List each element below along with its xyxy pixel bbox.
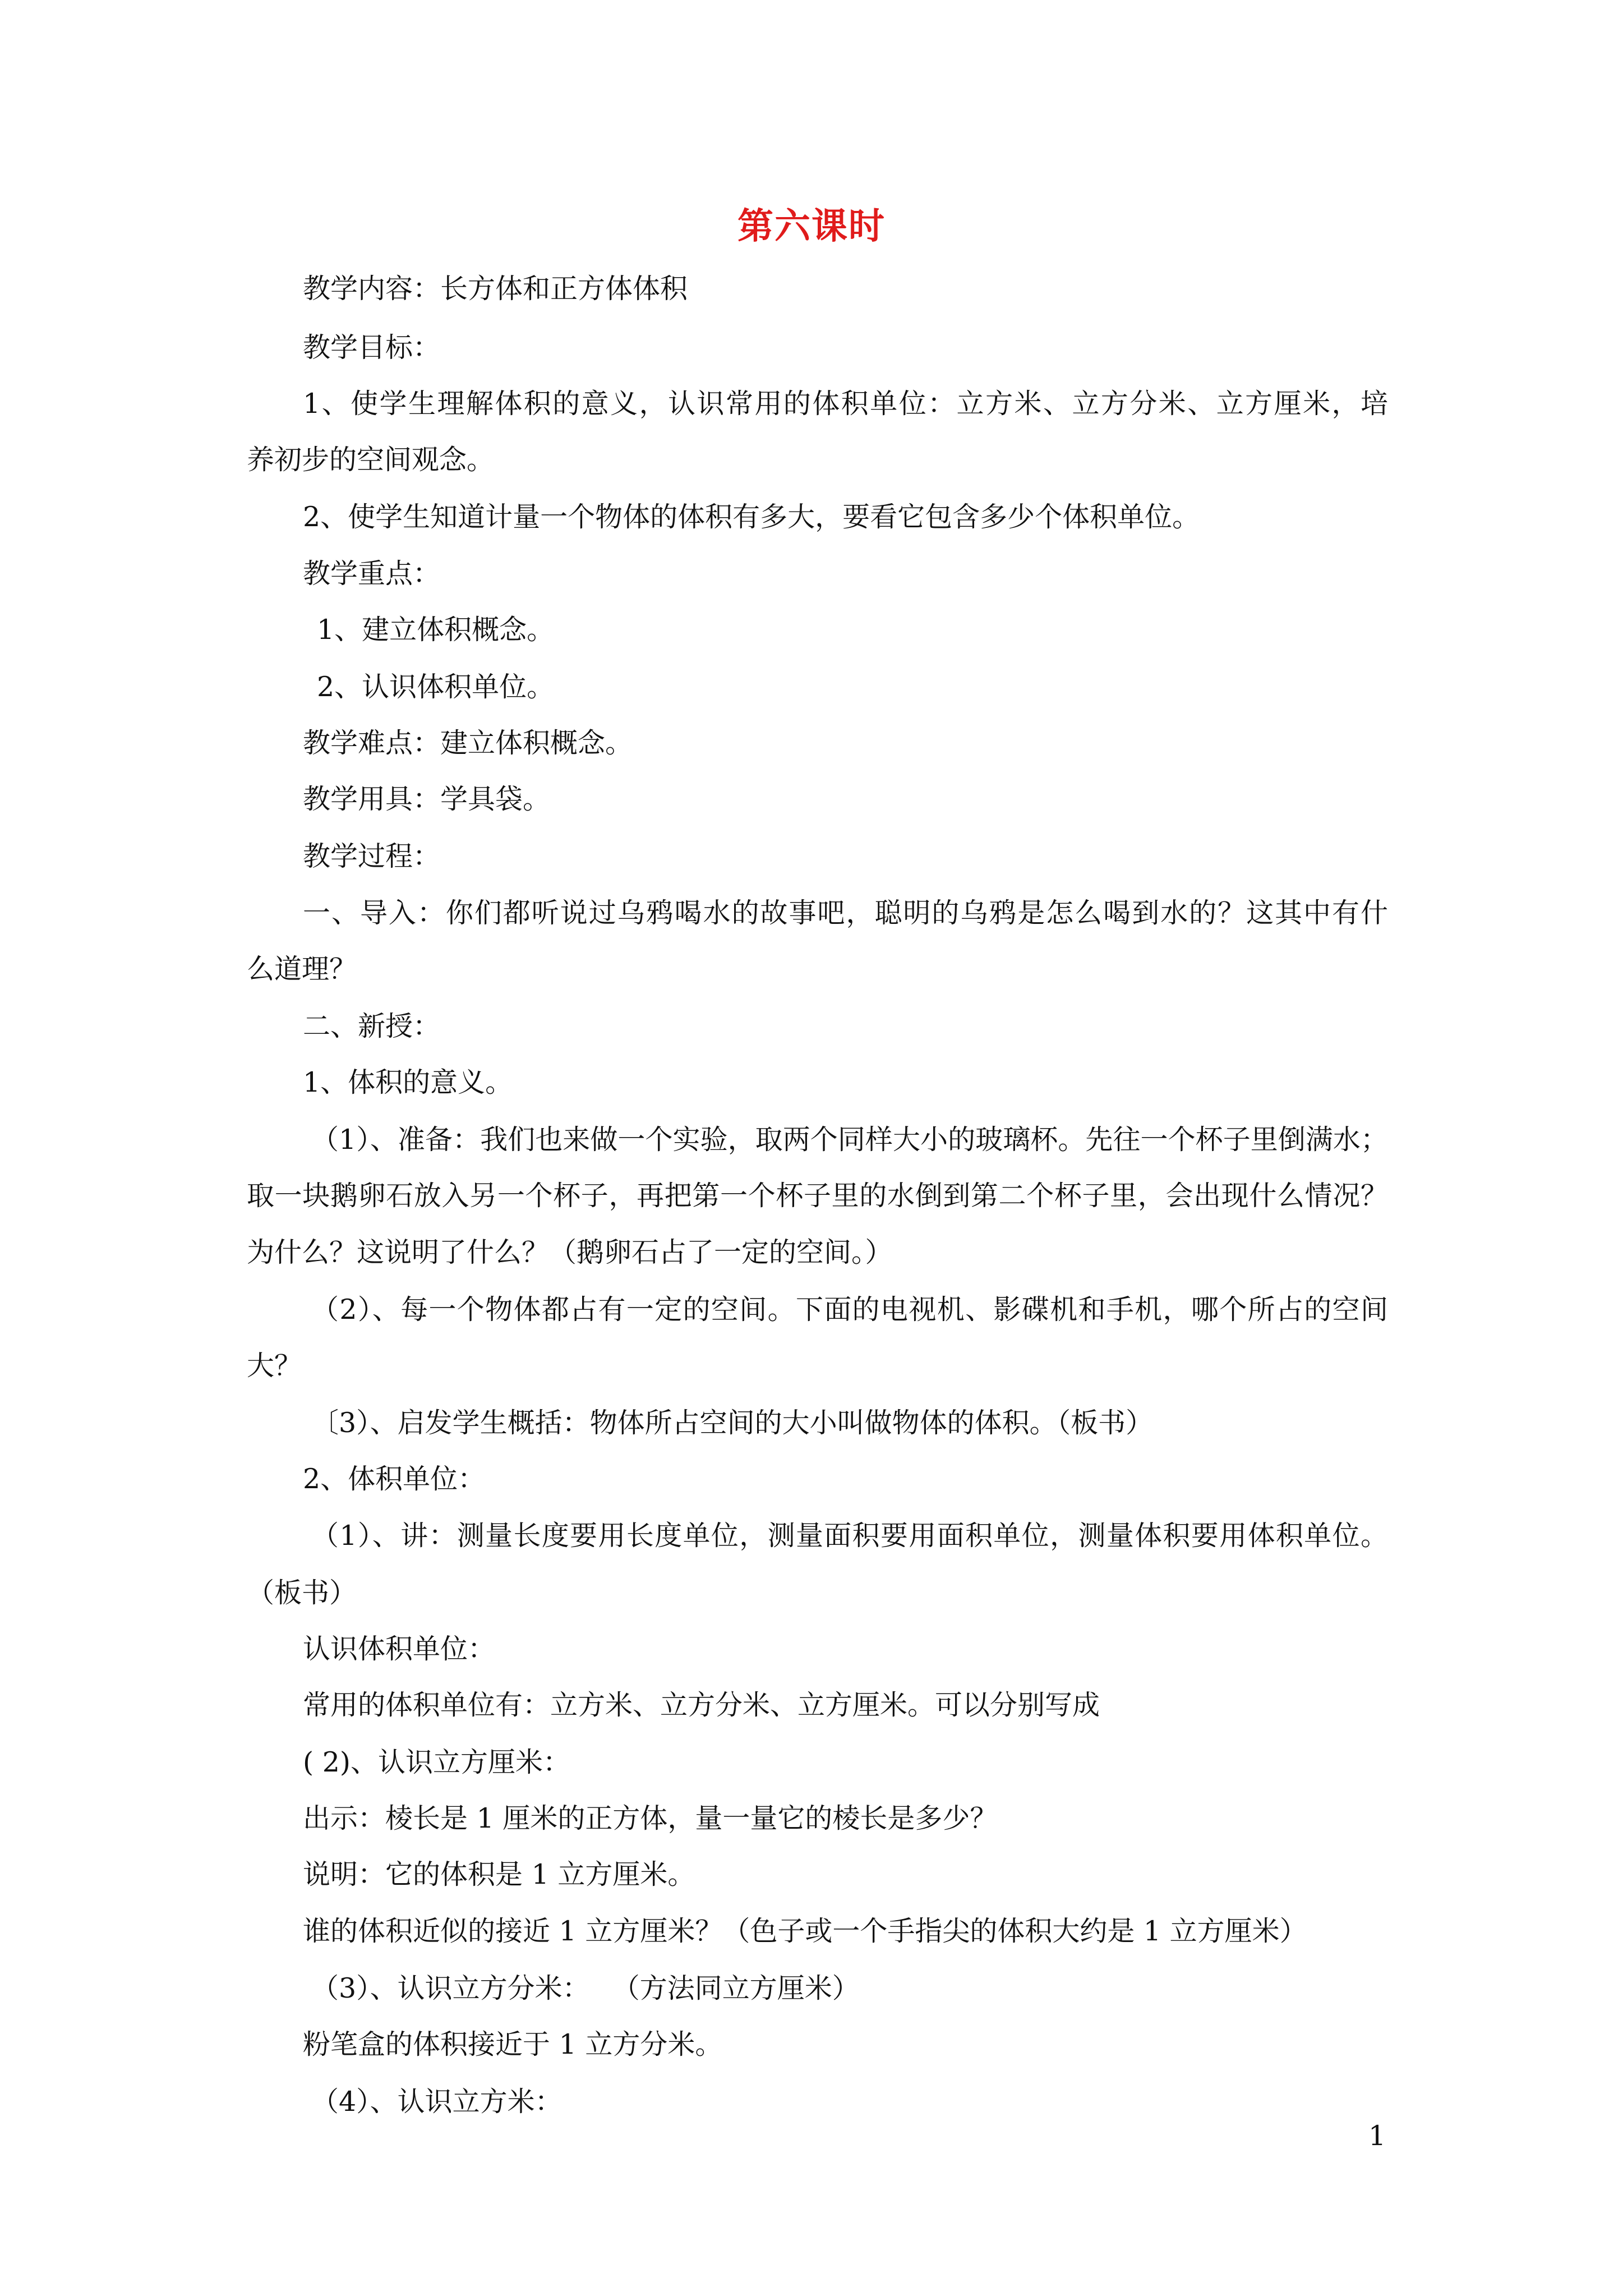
content-line: 教学内容：长方体和正方体体积 xyxy=(303,273,688,305)
content-line: 1、体积的意义。 xyxy=(303,1066,513,1098)
content-line: 为什么？这说明了什么？（鹅卵石占了一定的空间。） xyxy=(247,1236,893,1268)
content-line: 教学重点： xyxy=(303,558,441,590)
content-line: 教学目标： xyxy=(303,332,441,364)
page-title: 第六课时 xyxy=(737,205,886,247)
content-line: 二、新授： xyxy=(303,1010,441,1042)
content-line: 2、认识体积单位。 xyxy=(317,671,555,703)
page-number: 1 xyxy=(1368,2120,1386,2152)
content-line: 2、使学生知道计量一个物体的体积有多大，要看它包含多少个体积单位。 xyxy=(303,501,1200,533)
content-line: （1）、准备：我们也来做一个实验，取两个同样大小的玻璃杯。先往一个杯子里倒满水； xyxy=(311,1124,1388,1156)
content-line: （板书） xyxy=(247,1577,357,1609)
content-line: 教学过程： xyxy=(303,840,441,872)
content-line: 取一块鹅卵石放入另一个杯子，再把第一个杯子里的水倒到第二个杯子里，会出现什么情况？ xyxy=(247,1180,1388,1212)
content-line: 1、使学生理解体积的意义，认识常用的体积单位：立方米、立方分米、立方厘米，培 xyxy=(303,388,1388,420)
content-line: 说明：它的体积是 1 立方厘米。 xyxy=(303,1858,695,1890)
content-line: （4）、认识立方米： xyxy=(311,2086,562,2118)
content-line: 2、体积单位： xyxy=(303,1463,486,1495)
content-line: 谁的体积近似的接近 1 立方厘米？（色子或一个手指尖的体积大约是 1 立方厘米） xyxy=(303,1915,1307,1947)
content-line: 〔3）、启发学生概括：物体所占空间的大小叫做物体的体积。（板书） xyxy=(311,1407,1154,1439)
content-line: （3）、认识立方分米： （方法同立方厘米） xyxy=(311,1972,860,2004)
content-line: 大？ xyxy=(247,1350,302,1382)
content-line: 么道理？ xyxy=(247,953,357,985)
content-line: （2）、每一个物体都占有一定的空间。下面的电视机、影碟机和手机，哪个所占的空间 xyxy=(311,1294,1388,1326)
content-line: ( 2)、认识立方厘米： xyxy=(303,1746,570,1778)
content-line: 1、建立体积概念。 xyxy=(317,614,555,646)
content-line: 常用的体积单位有：立方米、立方分米、立方厘米。可以分别写成 xyxy=(303,1689,1100,1721)
content-line: 教学用具：学具袋。 xyxy=(303,783,551,815)
content-line: 出示：棱长是 1 厘米的正方体，量一量它的棱长是多少？ xyxy=(303,1802,998,1834)
content-line: 认识体积单位： xyxy=(303,1633,496,1665)
content-line: 教学难点：建立体积概念。 xyxy=(303,727,633,759)
content-line: （1）、讲：测量长度要用长度单位，测量面积要用面积单位，测量体积要用体积单位。 xyxy=(311,1520,1388,1552)
content-line: 粉笔盒的体积接近于 1 立方分米。 xyxy=(303,2028,723,2060)
content-line: 养初步的空间观念。 xyxy=(247,444,495,476)
content-line: 一、导入：你们都听说过乌鸦喝水的故事吧，聪明的乌鸦是怎么喝到水的？这其中有什 xyxy=(303,897,1388,929)
